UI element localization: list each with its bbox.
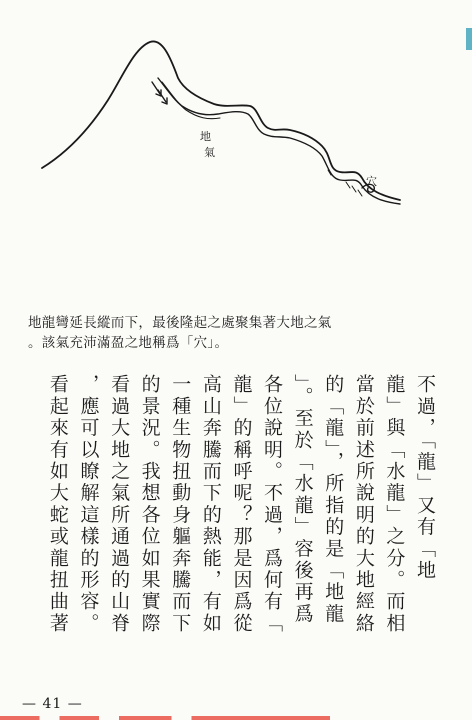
qi-flow-line	[158, 78, 400, 204]
text-column: 龍」的稱呼呢？那是因爲從	[230, 374, 253, 635]
next-page-bleed	[0, 716, 330, 720]
caption-line: 。該氣充沛滿盈之地稱爲「穴」。	[28, 335, 229, 351]
text-column: 的「龍」，所指的是「地龍	[322, 374, 345, 625]
text-column: ，應可以瞭解這樣的形容。	[77, 374, 100, 635]
page-number: — 41 —	[22, 696, 83, 712]
page-edge-tab	[466, 28, 472, 50]
text-column: 各位說明。不過，爲何有「	[261, 374, 284, 635]
dragon-vein-diagram	[28, 20, 418, 220]
figure-label-earth: 地	[200, 130, 211, 143]
figure-label-qi: 氣	[204, 146, 215, 159]
text-column: 高山奔騰而下的熱能，有如	[199, 374, 222, 635]
text-column: 當於前述所說明的大地經絡	[352, 374, 375, 635]
text-column: 不過，「龍」又有「地	[414, 374, 436, 582]
text-column: 看過大地之氣所通過的山脊	[108, 374, 131, 635]
caption-line: 地龍彎延長縱而下，最後隆起之處聚集著大地之氣	[28, 315, 332, 331]
text-column: 的景況。我想各位如果實際	[138, 374, 161, 635]
mountain-ridge-line	[42, 41, 400, 200]
text-column: 一種生物扭動身軀奔騰而下	[169, 374, 192, 635]
body-text-vertical	[38, 374, 440, 692]
text-column: 龍」與「水龍」之分。而相	[383, 374, 406, 635]
figure-label-cave: 穴	[366, 175, 377, 188]
text-column: 」。至於「水龍」容後再爲	[291, 374, 314, 625]
figure-caption	[28, 313, 448, 353]
qi-flow-line-inner	[162, 82, 220, 119]
text-column: 看起來有如大蛇或龍扭曲著	[46, 374, 69, 635]
